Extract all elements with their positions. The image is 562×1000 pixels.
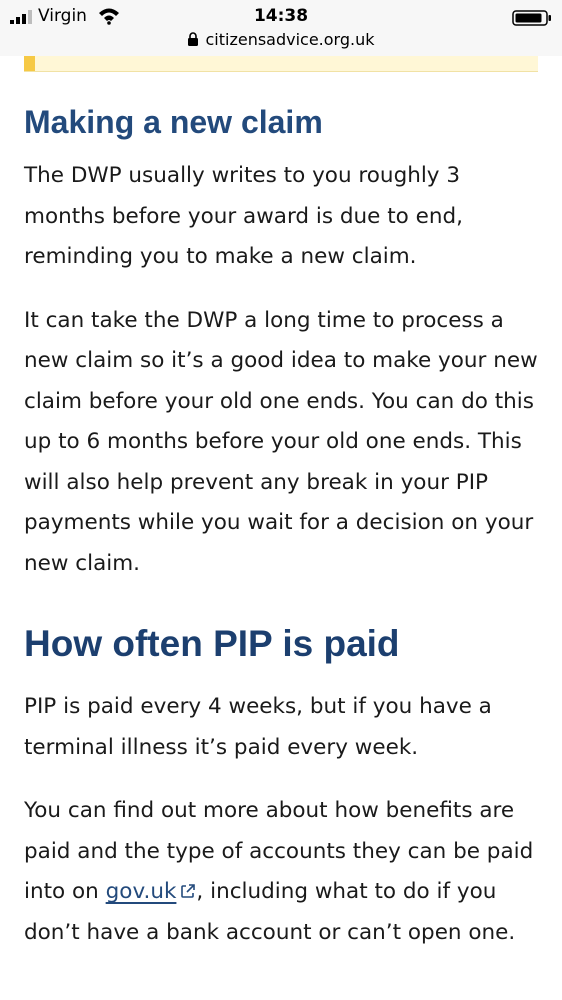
callout-box-bottom-edge bbox=[24, 56, 538, 72]
article-content bbox=[24, 96, 544, 976]
paragraph-payment-frequency: PIP is paid every 4 weeks, but if you have a terminal illness it’s paid every week. bbox=[24, 694, 492, 760]
paragraph-dwp-writes: The DWP usually writes to you roughly 3 months before your award is due to end, reminding you to make a new claim. bbox=[24, 163, 463, 269]
heading-making-new-claim: Making a new claim bbox=[24, 104, 323, 140]
lock-icon bbox=[187, 32, 199, 46]
paragraph-text-after-link: , including what to do if you don’t have a bank account or can’t open one. bbox=[24, 879, 516, 945]
battery-icon bbox=[512, 10, 552, 26]
callout-accent-bar bbox=[24, 56, 35, 71]
paragraph-processing-time: It can take the DWP a long time to process a new claim so it’s a good idea to make your new claim before your old one ends. You can do this up to 6 months before your old one ends. This will also help prevent any break in your PIP payments while you wait for a decision on your new claim. bbox=[24, 307, 538, 576]
gov-uk-link-label: gov.uk bbox=[105, 879, 177, 904]
paragraph-text-before-link: You can find out more about how benefits are paid and the type of accounts they can be paid into on bbox=[24, 798, 534, 904]
heading-how-often-pip-paid: How often PIP is paid bbox=[24, 623, 400, 664]
external-link-icon bbox=[180, 883, 196, 899]
gov-uk-link[interactable] bbox=[106, 879, 197, 904]
browser-status-bar bbox=[0, 0, 562, 56]
paragraph-find-out-more bbox=[24, 791, 544, 953]
status-time: 14:38 bbox=[253, 6, 309, 26]
address-bar[interactable] bbox=[0, 30, 562, 52]
carrier-name: Virgin bbox=[38, 6, 87, 26]
status-row bbox=[0, 4, 562, 28]
page-url: citizensadvice.org.uk bbox=[205, 30, 375, 49]
